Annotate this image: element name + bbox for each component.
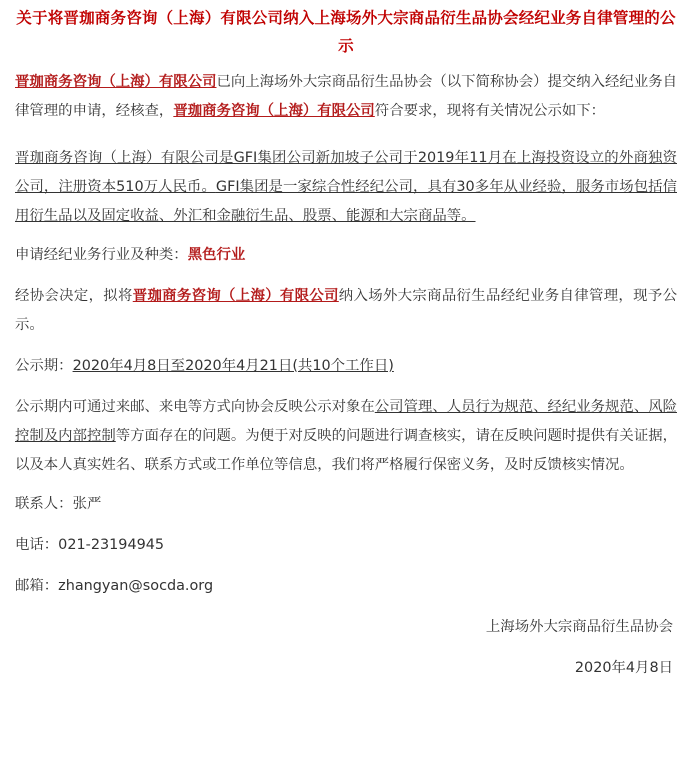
feedback-text-3: 等方面存在的问题。为便于对反映的问题进行调查核实，请在反映问题时提供有关证据，以及本人真实姓名、联系方式或工作单位等信息，我们将严格履行保密义务，及时反馈核实情况。 [15,428,677,473]
decision-paragraph [15,282,677,340]
category-line [15,241,677,270]
company-profile-paragraph [15,144,677,231]
feedback-text-2: 公司管理、人员行为规范、经纪业务规范、风险控制及内部控制 [15,399,677,444]
page-title: 关于将晋珈商务咨询（上海）有限公司纳入上海场外大宗商品衍生品协会经纪业务自律管理的公示 [16,9,676,55]
intro-paragraph [15,68,677,126]
period-label: 公示期： [15,358,73,374]
intro-text-1: 已向上海场外大宗商品衍生品协会（以下简称协会）提交纳入经纪业务自律管理的申请，经核查， [15,74,677,119]
feedback-text-1: 公示期内可通过来邮、来电等方式向协会反映公示对象在 [15,399,375,415]
period-line [15,352,677,381]
contact-phone: 电话：021-23194945 [15,537,165,553]
decision-text-2: 纳入场外大宗商品衍生品经纪业务自律管理，现予公示。 [15,288,677,333]
company-name-highlight: 晋珈商务咨询（上海）有限公司 [15,74,217,90]
decision-text-1: 经协会决定，拟将 [15,288,133,304]
period-value: 2020年4月8日至2020年4月21日(共10个工作日) [72,358,394,374]
profile-text-2: GFI集团是一家综合性经纪公司，具有30多年从业经验，服务市场包括信用衍生品以及固定收益、外汇和金融衍生品、股票、能源和大宗商品等。 [15,179,677,224]
category-value: 黑色行业 [187,247,246,263]
signature-organization: 上海场外大宗商品衍生品协会 [485,619,673,635]
company-name-highlight: 晋珈商务咨询（上海）有限公司 [173,103,375,119]
contact-email: 邮箱：zhangyan@socda.org [15,578,214,594]
intro-text-2: 符合要求，现将有关情况公示如下： [374,103,606,119]
profile-text-1: 晋珈商务咨询（上海）有限公司是GFI集团公司新加坡子公司于2019年11月在上海投资设立的外商独资公司，注册资本510万人民币。 [15,150,677,195]
contact-person: 联系人：张严 [15,496,102,512]
feedback-paragraph [15,393,677,480]
signature-date: 2020年4月8日 [574,660,673,676]
category-label: 申请经纪业务行业及种类： [15,247,188,263]
company-name-highlight: 晋珈商务咨询（上海）有限公司 [132,288,339,304]
